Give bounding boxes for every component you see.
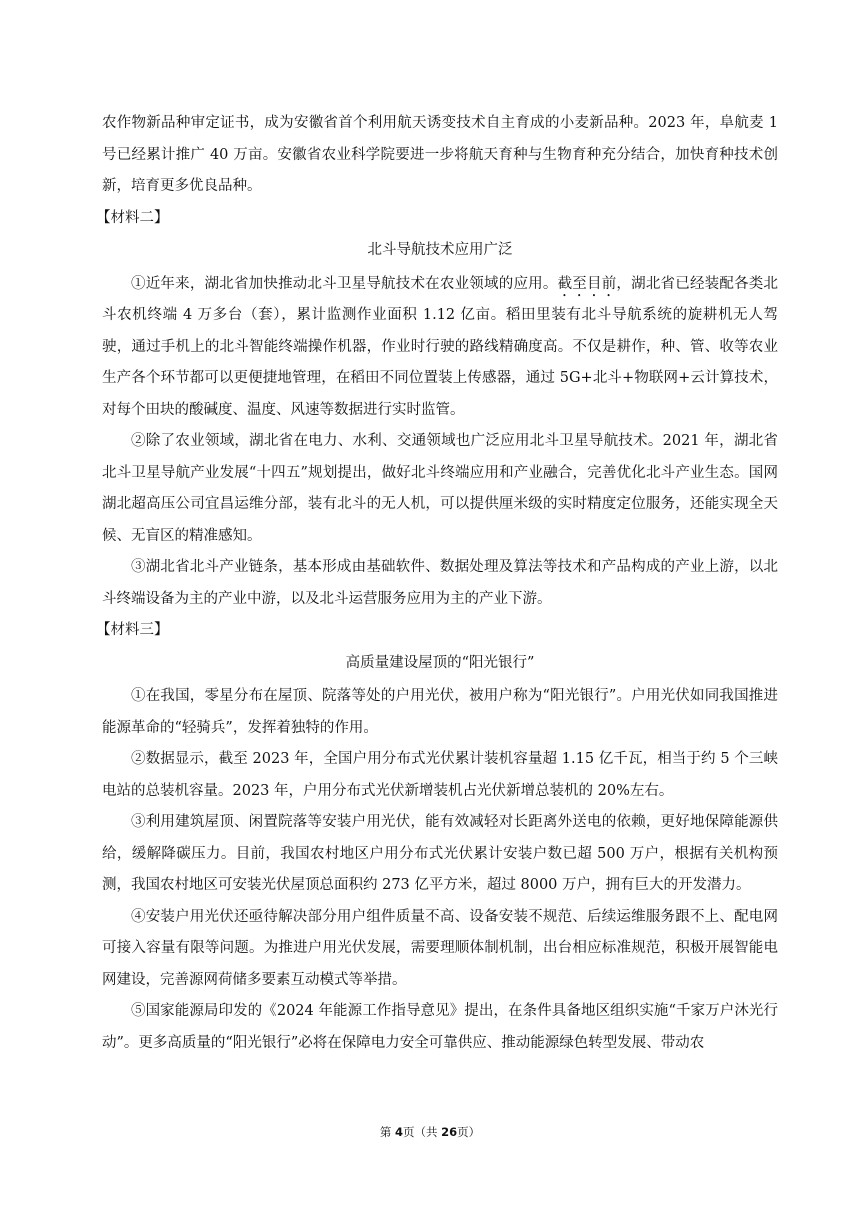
material3-paragraph-1: ①在我国，零星分布在屋顶、院落等处的户用光伏，被用户称为“阳光银行”。户用光伏如同我国推进能源革命的“轻骑兵”，发挥着独特的作用。: [102, 688, 778, 736]
page-footer: [0, 1124, 860, 1140]
footer-page-number: 4: [394, 1125, 403, 1139]
material3-paragraph-3: ③利用建筑屋顶、闲置院落等安装户用光伏，能有效减轻对长距离外送电的依赖，更好地保障能源供给，缓解降碳压力。目前，我国农村地区户用分布式光伏累计安装户数已超 500 万户，根据有关机构预测，我国农村地区可安装光伏屋顶总面积约 273 亿平方米，超过 8000 万户，拥有巨大的开发潜力。: [102, 814, 778, 893]
material2-paragraph-1: [102, 269, 778, 427]
material1-tail-paragraph: 农作物新品种审定证书，成为安徽省首个利用航天诱变技术自主育成的小麦新品种。2023 年，阜航麦 1 号已经累计推广 40 万亩。安徽省农业科学院要进一步将航天育种与生物育种充分结合，加快育种技术创新，培育更多优良品种。: [102, 115, 778, 194]
footer-total-pages: 26: [441, 1125, 458, 1139]
material3-title: 高质量建设屋顶的“阳光银行”: [345, 654, 535, 671]
material3-paragraph-5: ⑤国家能源局印发的《2024 年能源工作指导意见》提出，在条件具备地区组织实施“千家万户沐光行动”。更多高质量的“阳光银行”必将在保障电力安全可靠供应、推动能源绿色转型发展、带动农: [102, 1003, 778, 1051]
material2-paragraph-3: ③湖北省北斗产业链条，基本形成由基础软件、数据处理及算法等技术和产品构成的产业上游，以北斗终端设备为主的产业中游，以及北斗运营服务应用为主的产业下游。: [102, 559, 778, 607]
material2-paragraph-2: ②除了农业领域，湖北省在电力、水利、交通领域也广泛应用北斗卫星导航技术。2021 年，湖北省北斗卫星导航产业发展“十四五”规划提出，做好北斗终端应用和产业融合，完善优化北斗产业生态。国网湖北超高压公司宜昌运维分部，装有北斗的无人机，可以提供厘米级的实时精度定位服务，还能实现全天候、无盲区的精准感知。: [102, 433, 778, 544]
material2-title: 北斗导航技术应用广泛: [367, 242, 513, 258]
material3-heading: 【材料三】: [96, 622, 169, 638]
footer-middle: 页（共: [403, 1125, 442, 1139]
material2-p1-end: ，湖北省已经装配各类北斗农机终端 4 万多台（套），累计监测作业面积 1.12 亿亩。稻田里装有北斗导航系统的旋耕机无人驾驶，通过手机上的北斗智能终端操作机器，作业时行驶的路线精确度高。不仅是耕作，种、管、收等农业生产各个环节都可以更便捷地管理，在稻田不同位置装上传感器，通过 5G+北斗+物联网+云计算技术，对每个田块的酸碱度、温度、风速等数据进行实时监管。: [102, 275, 779, 418]
material3-paragraph-2: ②数据显示，截至 2023 年，全国户用分布式光伏累计装机容量超 1.15 亿千瓦，相当于约 5 个三峡电站的总装机容量。2023 年，户用分布式光伏新增装机占光伏新增总装机的 20%左右。: [102, 751, 778, 799]
material3-paragraph-4: ④安装户用光伏还亟待解决部分用户组件质量不高、设备安装不规范、后续运维服务跟不上、配电网可接入容量有限等问题。为推进户用光伏发展，需要理顺体制机制，出台相应标准规范，积极开展智能电网建设，完善源网荷储多要素互动模式等举措。: [102, 908, 778, 988]
footer-suffix: 页）: [457, 1125, 481, 1139]
material2-p1-emphasis: 截至目前: [557, 275, 617, 292]
material2-p1-start: ①近年来，湖北省加快推动北斗卫星导航技术在农业领域的应用。: [131, 275, 558, 292]
document-body: [96, 108, 779, 1059]
material2-heading: 【材料二】: [96, 209, 169, 226]
footer-prefix: 第: [379, 1125, 395, 1139]
